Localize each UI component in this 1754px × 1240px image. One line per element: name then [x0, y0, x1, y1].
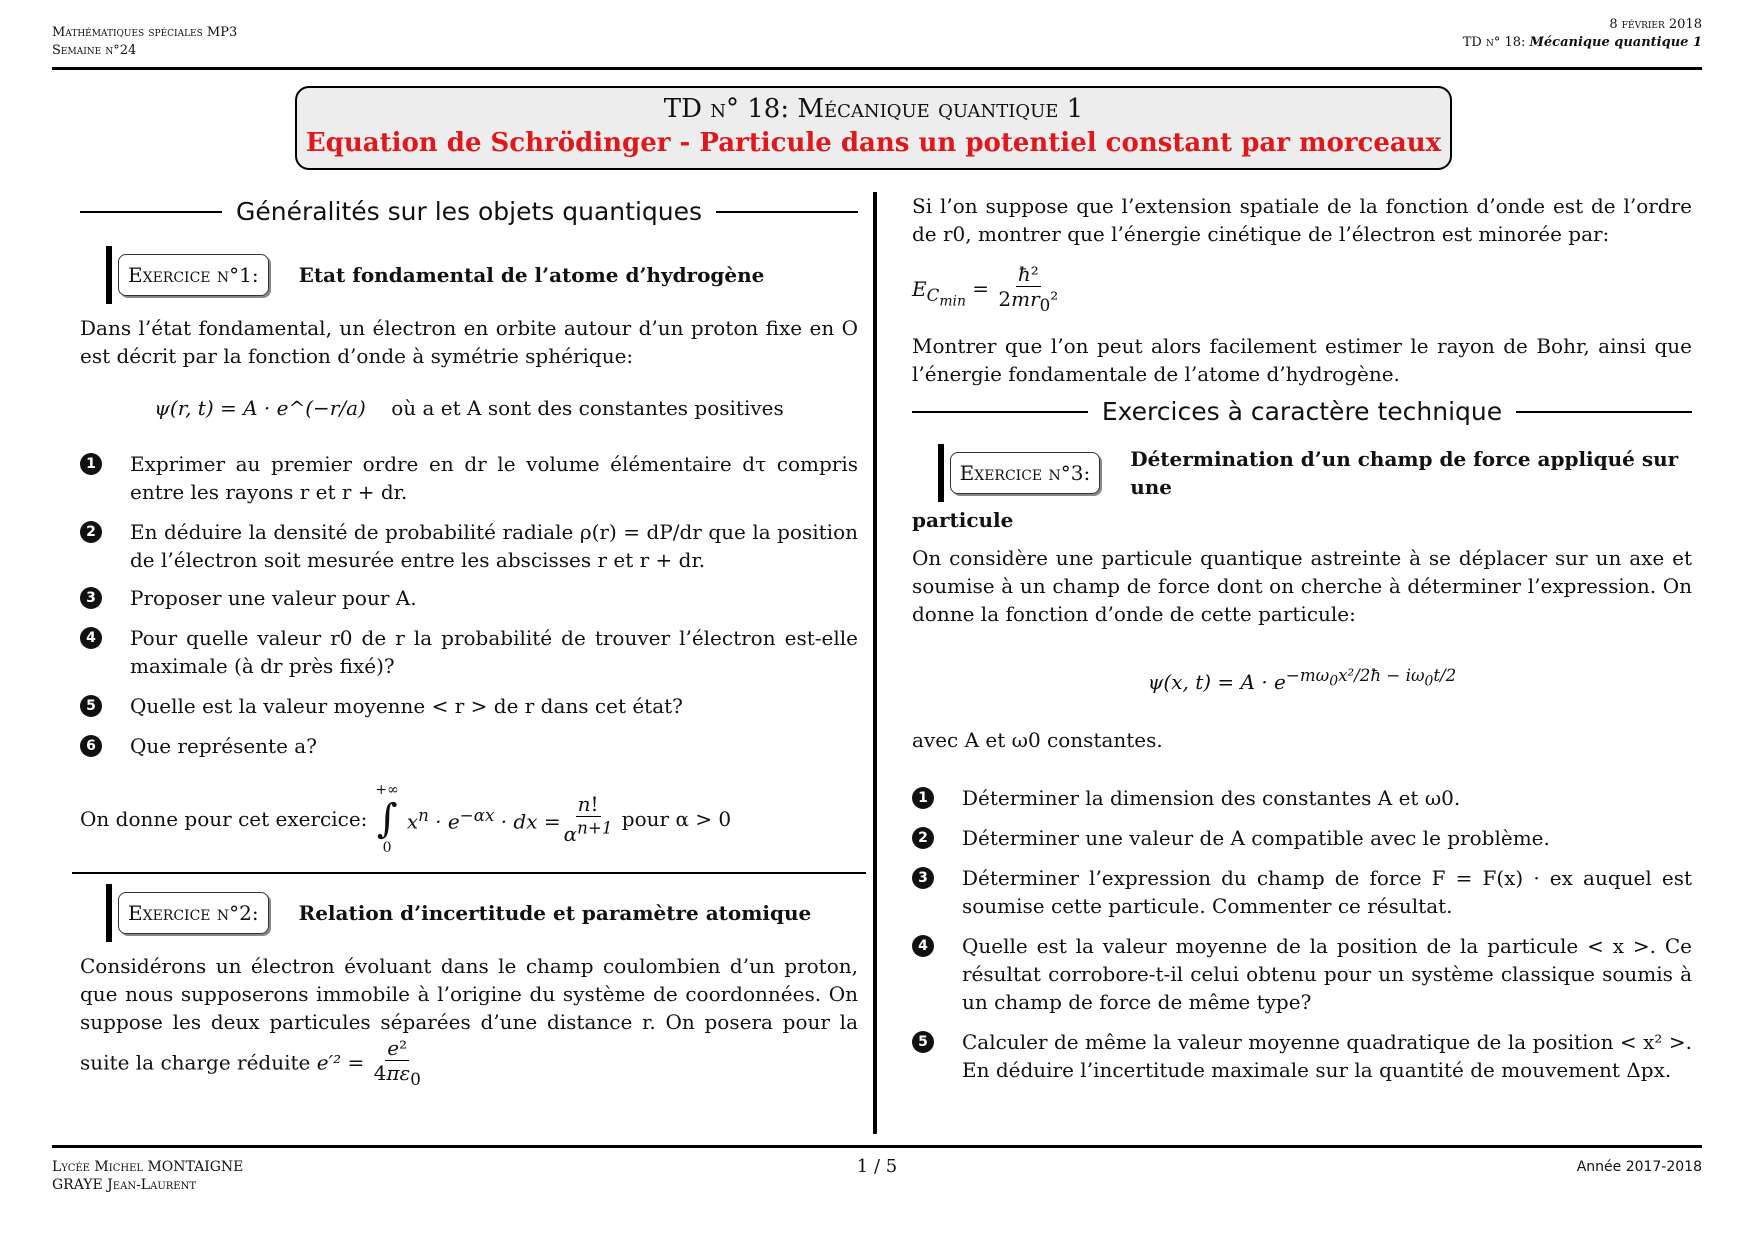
fraction: $\frac{n!}{\alpha^{n+1}}$: [563, 791, 613, 847]
exercise-3-intro: On considère une particule quantique astreinte à se déplacer sur un axe et soumise à un champ de force dont on cherche à déterminer l’expression. On donne la fonction d’onde de cette particule:: [912, 546, 1692, 626]
fraction: $\frac{\text{e²}}{4\pi\varepsilon_0}$: [373, 1036, 421, 1089]
exercise-3-header: [938, 444, 1692, 502]
header-right: [1463, 16, 1702, 52]
left-column: [80, 188, 858, 1102]
exercise-bar: [106, 884, 112, 942]
section-heading-2: Exercices à caractère technique: [912, 398, 1692, 426]
exercise-bar: [938, 444, 944, 502]
section-rule: [1516, 411, 1692, 413]
exercise-2-title: Relation d’incertitude et paramètre atomique: [298, 901, 812, 925]
kinetic-energy-formula: $E_{C_{min}}$ = $\frac{\text{ħ²}}{2mr_0^2}$: [912, 262, 1692, 318]
list-item: 1 Déterminer la dimension des constantes A et ω0.: [912, 784, 1692, 812]
section-heading-1: Généralités sur les objets quantiques: [80, 198, 858, 226]
exercise-bar: [106, 246, 112, 304]
exercise-3-equation: ψ(x, $t) = A \cdot e^{-m\omega_0x^2/2ħ - i\omega_0t/2}$: [1147, 666, 1457, 694]
exercise-1-title: Etat fondamental de l’atome d’hydrogène: [298, 263, 765, 287]
school-year: Année 2017-2018: [1576, 1159, 1702, 1175]
exercise-1-header: [106, 246, 858, 304]
date-label: 8 février 2018: [1609, 17, 1702, 32]
number-badge-icon: 4: [80, 627, 102, 649]
list-item: 2 Déterminer une valeur de A compatible avec le problème.: [912, 824, 1692, 852]
list-item: 4 Pour quelle valeur r0 de r la probabilité de trouver l’électron est-elle maximale (à dr près fixé)?: [80, 624, 858, 680]
author-name: GRAYE Jean-Laurent: [52, 1177, 196, 1193]
list-item: 2 En déduire la densité de probabilité radiale ρ(r) = dP/dr que la position de l’électron soit mesurée entre les abscisses r et r + dr.: [80, 518, 858, 574]
number-badge-icon: 1: [912, 787, 934, 809]
number-badge-icon: 2: [80, 521, 102, 543]
exercise-2-conclusion: Montrer que l’on peut alors facilement estimer le rayon de Bohr, ainsi que l’énergie fondamentale de l’atome d’hydrogène.: [912, 334, 1692, 386]
number-badge-icon: 5: [80, 695, 102, 717]
list-item: 3 Déterminer l’expression du champ de force F = F(x) · ex auquel est soumise cette particule. Commenter ce résultat.: [912, 864, 1692, 920]
number-badge-icon: 5: [912, 1031, 934, 1053]
list-item: 3 Proposer une valeur pour A.: [80, 584, 858, 612]
exercise-2-label: Exercice n°2:: [118, 892, 269, 934]
exercise-2-header: [106, 884, 858, 942]
header-rule: [52, 67, 1702, 70]
list-item: 5 Quelle est la valeur moyenne < r > de r dans cet état?: [80, 692, 858, 720]
integral-sign-icon: +∞ ∫ 0: [375, 782, 399, 856]
list-item: 5 Calculer de même la valeur moyenne quadratique de la position < x² >. En déduire l’incertitude maximale sur la quantité de mouvement Δpx.: [912, 1028, 1692, 1084]
column-divider: [873, 192, 877, 1134]
right-column: [912, 192, 1692, 1096]
header-left: [52, 24, 237, 60]
footer-rule: [52, 1145, 1702, 1148]
number-badge-icon: 6: [80, 735, 102, 757]
section-rule: [716, 211, 858, 213]
exercise-separator: [72, 872, 866, 874]
page-number: 1 / 5: [856, 1156, 898, 1177]
list-item: 1 Exprimer au premier ordre en dr le volume élémentaire dτ compris entre les rayons r et r + dr.: [80, 450, 858, 506]
exercise-3-title-cont: particule: [912, 508, 1014, 532]
exercise-1-questions: [80, 450, 858, 760]
course-name: Mathématiques spéciales MP3: [52, 25, 238, 40]
page-title: TD n° 18: Mécanique quantique 1: [663, 94, 1084, 124]
exercise-3-title: Détermination d’un champ de force appliqué sur une: [1130, 447, 1679, 499]
exercise-2-text: Considérons un électron évoluant dans le champ coulombien d’un proton, que nous supposerons immobile à l’origine du système de coordonnées. On suppose les deux particules séparées d’une distance r. On posera pour la suite la charge réduite e′² = $\frac{\text{e²}}{4\pi\varepsilon_0}$: [80, 952, 858, 1092]
number-badge-icon: 2: [912, 827, 934, 849]
section-rule: [912, 411, 1088, 413]
number-badge-icon: 1: [80, 453, 102, 475]
exercise-1-equation: ψ(r, t) = A · e^(−r/a) où a et A sont des constantes positives: [154, 396, 784, 420]
number-badge-icon: 3: [80, 587, 102, 609]
exercise-2-continued: Si l’on suppose que l’extension spatiale de la fonction d’onde est de l’ordre de r0, montrer que l’énergie cinétique de l’électron est minorée par:: [912, 194, 1692, 246]
exercise-3-label: Exercice n°3:: [950, 452, 1101, 494]
list-item: 4 Quelle est la valeur moyenne de la position de la particule < x >. Ce résultat corrobore-t-il celui obtenu pour un système classique soumis à un champ de force de même type?: [912, 932, 1692, 1016]
td-ref: TD n° 18: Mécanique quantique 1: [1462, 35, 1702, 50]
exercise-1-intro: Dans l’état fondamental, un électron en orbite autour d’un proton fixe en O est décrit par la fonction d’onde à symétrie sphérique:: [80, 316, 858, 368]
week-label: Semaine n°24: [52, 43, 137, 58]
title-box: [295, 86, 1452, 170]
number-badge-icon: 3: [912, 867, 934, 889]
school-name: Lycée Michel MONTAIGNE: [52, 1159, 244, 1175]
fraction: $\frac{\text{ħ²}}{2mr_0^2}$: [998, 262, 1059, 315]
section-rule: [80, 211, 222, 213]
exercise-3-after: avec A et ω0 constantes.: [912, 727, 1163, 752]
exercise-1-given: On donne pour cet exercice: +∞ ∫ 0 $x^n \cdot e^{-\alpha x}$ · dx = $\frac{n!}{\alpha^{n+1}}$ pour α > 0: [80, 782, 732, 856]
list-item: 6 Que représente a?: [80, 732, 858, 760]
exercise-3-questions: [912, 784, 1692, 1084]
page-subtitle: Equation de Schrödinger - Particule dans un potentiel constant par morceaux: [305, 128, 1442, 158]
number-badge-icon: 4: [912, 935, 934, 957]
exercise-1-label: Exercice n°1:: [118, 254, 269, 296]
